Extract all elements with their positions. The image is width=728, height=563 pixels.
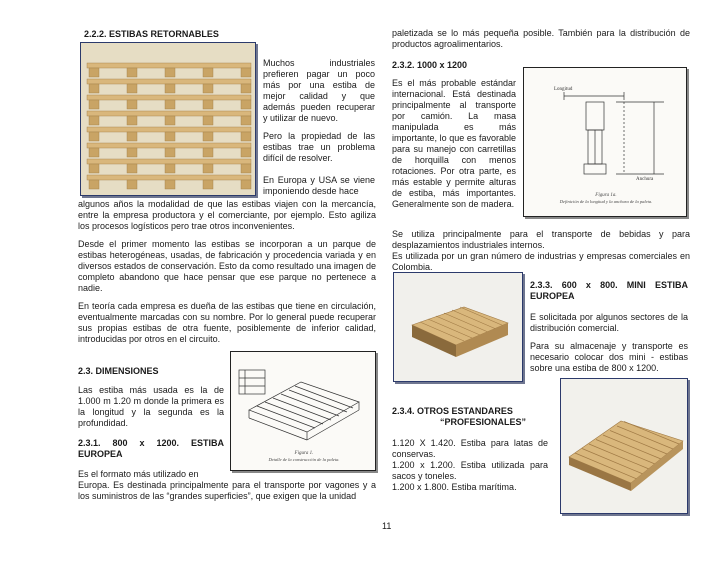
heading-profesionales: “PROFESIONALES” — [440, 417, 527, 427]
professional-pallet-photo — [560, 378, 688, 514]
heading-otros-estandares: 2.3.4. OTROS ESTANDARES — [392, 406, 513, 416]
paragraph-propiedad: Pero la propiedad de las estibas trae un problema difícil de resolver. — [263, 131, 375, 163]
mini-pallet-photo — [393, 272, 523, 382]
standard-maritima: 1.200 x 1.800. Estiba marítima. — [392, 482, 517, 492]
paragraph-paletizada: paletizada se lo más pequeña posible. También para la distribución de productos agroalimentarios. — [392, 28, 690, 49]
paragraph-formato-b: Europa. Es destinada principalmente para el transporte por vagones y a los suministros de las “grandes superficies”, que exigen que la unidad — [78, 480, 376, 501]
paragraph-dimensiones: Las estiba más usada es la de 1.000 m 1.20 m donde la primera es la longitud y la segunda es la profundidad. — [78, 385, 224, 428]
paragraph-se-utiliza: Se utiliza principalmente para el transporte de bebidas y para desplazamientos industriales internos. — [392, 229, 690, 250]
figure1a-caption-title: Figura 1a. — [595, 193, 617, 198]
paragraph-industriales: Muchos industriales prefieren pagar un poco más por una estiba de mejor calidad y que además pueden recuperar y utilizar de nuevo. — [263, 58, 375, 123]
heading-dimensiones: 2.3. DIMENSIONES — [78, 366, 159, 376]
paragraph-colombia: Es utilizada por un gran número de industrias y empresas comerciales en Colombia. — [392, 251, 690, 272]
paragraph-europa-intro: En Europa y USA se viene imponiendo desde hace — [263, 175, 375, 196]
paragraph-mini-estiba-a: E solicitada por algunos sectores de la distribución comercial. — [530, 312, 688, 333]
standard-latas: 1.120 X 1.420. Estiba para latas de conservas. — [392, 438, 548, 459]
standard-sacos: 1.200 x 1.200. Estiba utilizada para sacos y toneles. — [392, 460, 548, 481]
label-longitud: Longitud — [554, 87, 573, 92]
heading-mini-estiba: 2.3.3. 600 x 800. MINI ESTIBA EUROPEA — [530, 280, 688, 301]
heading-estibas-retornables: 2.2.2. ESTIBAS RETORNABLES — [84, 29, 219, 39]
paragraph-europa-rest: algunos años la modalidad de que las estibas viajen con la mercancía, entre la empresa productora y el comerciante, por ejemplo. Esto agiliza los procesos logísticos pero trae otros inconvenientes. — [78, 199, 376, 231]
construction-detail-figure — [230, 351, 376, 471]
length-width-figure — [523, 67, 687, 217]
figure1a-caption-text: Definición de la longitud y la anchura de la paleta. — [559, 199, 653, 204]
heading-estiba-europea: 2.3.1. 800 x 1200. ESTIBA EUROPEA — [78, 438, 224, 459]
stacked-pallets-photo — [80, 42, 256, 196]
page-number: 11 — [382, 521, 392, 531]
paragraph-teoria: En teoría cada empresa es dueña de las estibas que tiene en circulación, eventualmente marcadas con su nombre. Por lo general puede recuperar sus propias estibas de otra fuente, posiblemente de inferior calidad, introducidas por otros en el circuito. — [78, 301, 376, 344]
heading-1000x1200: 2.3.2. 1000 x 1200 — [392, 60, 468, 70]
paragraph-parque: Desde el primer momento las estibas se incorporan a un parque de estibas heterogéneas, usadas, de fabricación y procedencia variada y en diversos estados de conservación. Esto da como resultado una imagen de completo abandono que hace pensar que ese parque no pertenece a nadie. — [78, 239, 376, 293]
paragraph-formato-a: Es el formato más utilizado en — [78, 469, 199, 479]
figure1-caption-title: Figura 1. — [294, 451, 314, 456]
paragraph-estandar-internacional: Es el más probable estándar internacional. Está destinada principalmente al transporte por camión. La masa manipulada es más importante, lo que es favorable para su manejo con carretillas de horquilla con menos rotaciones. Por otra parte, es más estable y permite alturas de estiba, más importantes. Generalmente son de madera. — [392, 78, 516, 209]
paragraph-mini-estiba-b: Para su almacenaje y transporte es necesario colocar dos mini - estibas sobre una estiba de 800 x 1200. — [530, 341, 688, 373]
label-anchura: Anchura — [636, 177, 654, 182]
figure1-caption-text: Detalle de la construcción de la paleta. — [268, 457, 340, 462]
